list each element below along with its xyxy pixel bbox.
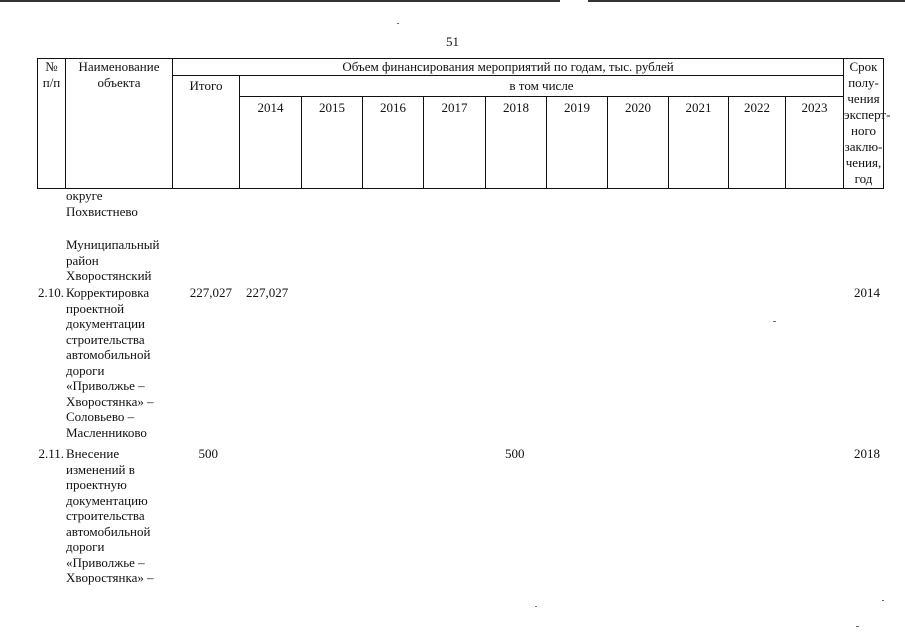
- header-year-2023: 2023: [786, 96, 844, 188]
- header-financing: Объем финансирования мероприятий по годам, тыс. рублей: [173, 59, 844, 76]
- header-deadline: Срок полу- чения эксперт- ного заклю- чения, год: [844, 59, 891, 186]
- continuation-text: округе Похвистнево: [66, 188, 138, 219]
- header-year-2019: 2019: [547, 96, 608, 188]
- top-border-left: [0, 0, 560, 2]
- header-year-2020: 2020: [608, 96, 669, 188]
- header-object-name: Наименование объекта: [66, 59, 173, 189]
- header-year-2022: 2022: [729, 96, 786, 188]
- header-year-2021: 2021: [669, 96, 729, 188]
- scan-speck: [773, 321, 776, 322]
- scan-speck: [856, 626, 859, 627]
- scan-speck: [397, 23, 399, 24]
- row-number: 2.11.: [38, 446, 64, 461]
- row-deadline: 2014: [854, 285, 880, 300]
- row-number: 2.10.: [38, 285, 64, 300]
- header-including: в том числе: [240, 75, 844, 96]
- financing-table-header: [37, 58, 891, 189]
- header-year-2016: 2016: [363, 96, 424, 188]
- header-num: № п/п: [38, 59, 66, 189]
- header-year-2015: 2015: [302, 96, 363, 188]
- header-year-2014: 2014: [240, 96, 302, 188]
- district-heading: Муниципальный район Хворостянский: [66, 237, 160, 283]
- top-border-right: [588, 0, 905, 2]
- row-value-2014: 227,027: [246, 285, 289, 300]
- page-number: 51: [446, 34, 459, 49]
- row-object-name: Корректировка проектной документации строительства автомобильной дороги «Приволжье – Хворостянка» – Соловьево – Масленниково: [66, 285, 154, 440]
- header-year-2017: 2017: [424, 96, 486, 188]
- row-value-2018: 500: [505, 446, 525, 461]
- row-object-name: Внесение изменений в проектную документацию строительства автомобильной дороги «Приволжье – Хворостянка» –: [66, 446, 154, 585]
- row-deadline: 2018: [854, 446, 880, 461]
- row-total: 500: [198, 446, 218, 461]
- scan-speck: [882, 600, 884, 601]
- header-year-2018: 2018: [486, 96, 547, 188]
- row-total: 227,027: [189, 285, 232, 300]
- scan-speck: [535, 606, 537, 607]
- header-total: Итого: [173, 75, 240, 188]
- table-body: [0, 188, 905, 640]
